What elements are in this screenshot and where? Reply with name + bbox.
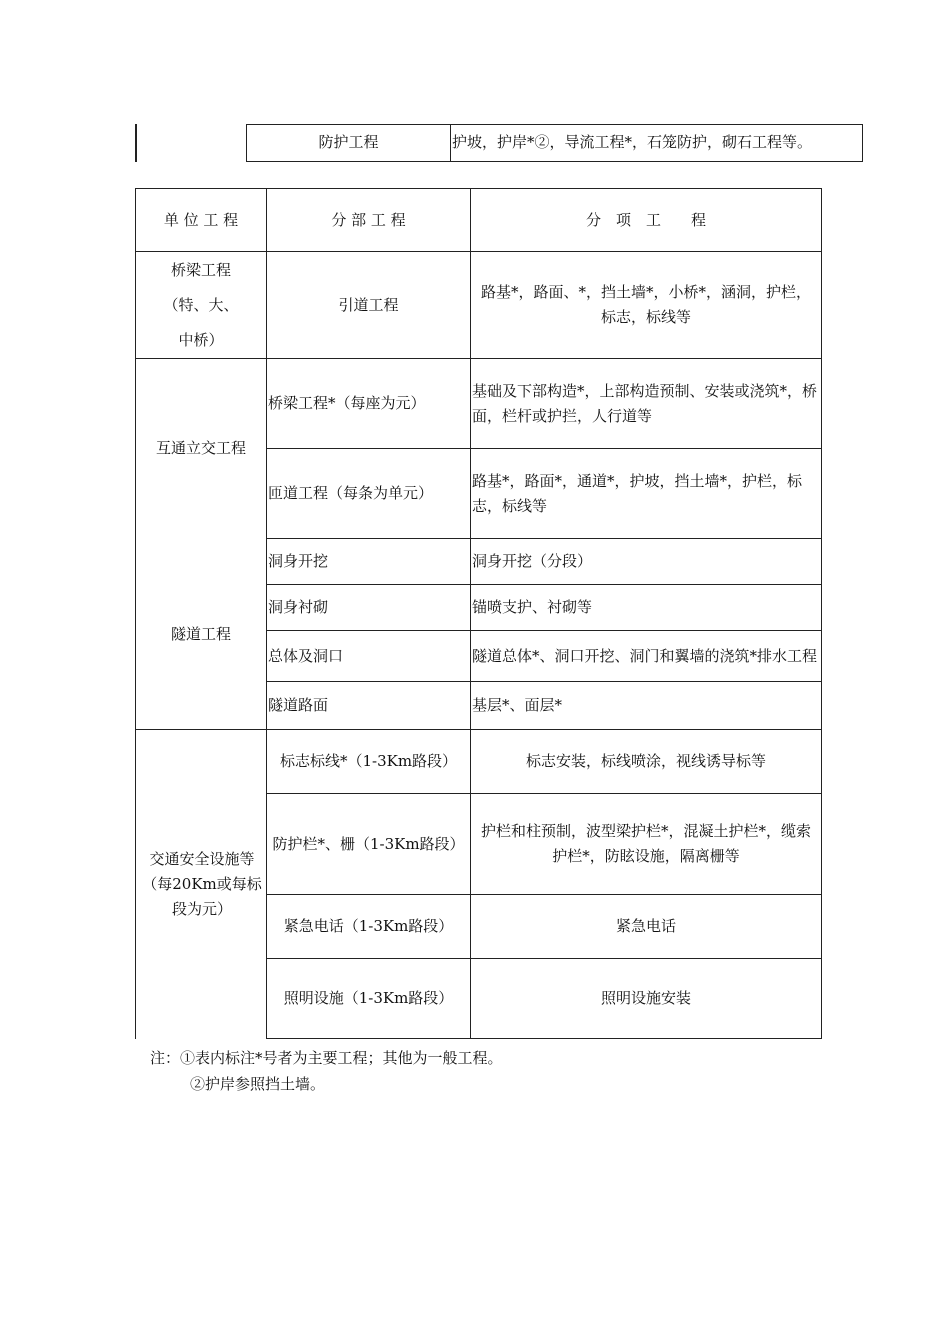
- items-cell: 照明设施安装: [600, 989, 691, 1007]
- items-cell: 锚喷支护、衬砌等: [472, 598, 593, 616]
- header-unit: 单 位 工 程: [163, 210, 239, 229]
- items-cell: 基础及下部构造*，上部构造预制、安装或浇筑*，桥面，栏杆或护拦，人行道等: [472, 381, 818, 425]
- top-items-cell: 护坡，护岸*②，导流工程*，石笼防护，砌石工程等。: [452, 133, 813, 151]
- subpart-cell: 匝道工程（每条为单元）: [268, 484, 434, 502]
- top-subpart-cell: 防护工程: [318, 133, 379, 151]
- items-cell: 标志安装，标线喷涂，视线诱导标等: [525, 752, 766, 770]
- table-border: [246, 161, 863, 162]
- table-border: [266, 1038, 822, 1039]
- items-cell: 隧道总体*、洞口开挖、洞门和翼墙的浇筑*排水工程: [472, 646, 818, 665]
- unit-cell-interchange: 互通立交工程: [155, 439, 246, 457]
- note-line-1: 注：①表内标注*号者为主要工程；其他为一般工程。: [150, 1049, 503, 1067]
- subpart-cell: 防护栏*、栅（1-3Km路段）: [272, 834, 465, 853]
- unit-cell-traffic: 交通安全设施等（每20Km或每标段为元）: [142, 849, 262, 918]
- subpart-cell: 洞身衬砌: [268, 598, 329, 616]
- subpart-cell: 紧急电话（1-3Km路段）: [283, 917, 454, 935]
- subpart-cell: 照明设施（1-3Km路段）: [283, 989, 454, 1007]
- items-cell: 洞身开挖（分段）: [472, 552, 593, 570]
- header-subpart: 分 部 工 程: [331, 210, 406, 229]
- table-border: [470, 188, 471, 1039]
- items-cell: 紧急电话: [615, 917, 676, 935]
- unit-cell-tunnel: 隧道工程: [170, 624, 231, 643]
- items-cell: 路基*，路面、*，挡土墙*，小桥*，涵洞，护栏，标志，标线等: [480, 283, 811, 326]
- note-line-2: ②护岸参照挡土墙。: [190, 1075, 326, 1093]
- subpart-cell: 标志标线*（1-3Km路段）: [279, 752, 458, 770]
- subpart-cell: 洞身开挖: [268, 552, 329, 570]
- items-cell: 基层*、面层*: [472, 696, 563, 714]
- table-border: [862, 124, 863, 162]
- unit-cell-bridge: 桥梁工程（特、大、中桥）: [163, 260, 239, 349]
- table-border: [821, 188, 822, 1039]
- subpart-cell: 桥梁工程*（每座为元）: [268, 394, 426, 412]
- items-cell: 护栏和柱预制，波型梁护栏*，混凝土护栏*，缆索护栏*，防眩设施，隔离栅等: [480, 822, 811, 865]
- table-border: [135, 124, 137, 162]
- subpart-cell: 总体及洞口: [268, 646, 344, 665]
- header-item: 分 项 工 程: [585, 210, 706, 229]
- subpart-cell: 隧道路面: [268, 696, 329, 714]
- table-border: [450, 124, 451, 162]
- subpart-cell: 引道工程: [338, 295, 399, 314]
- items-cell: 路基*，路面*，通道*，护坡，挡土墙*，护栏，标志，标线等: [472, 471, 803, 515]
